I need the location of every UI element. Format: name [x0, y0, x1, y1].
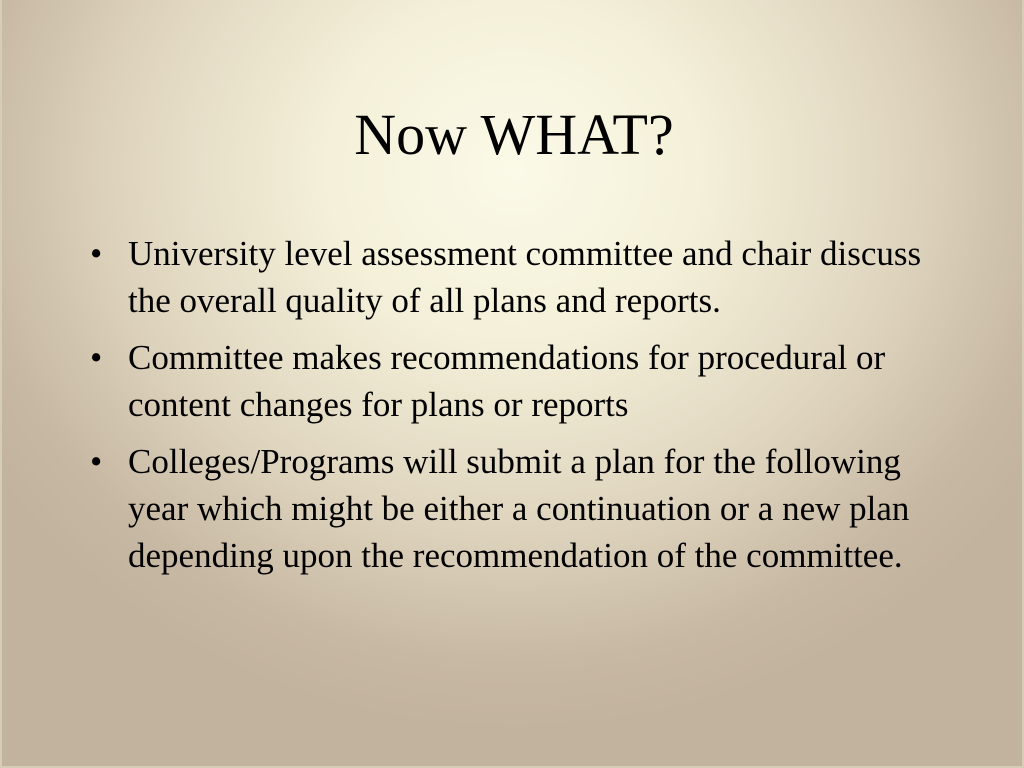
bullet-text: University level assessment committee and chair discuss the overall quality of all plans and reports. [128, 234, 922, 320]
bullet-text: Colleges/Programs will submit a plan for the following year which might be either a continuation or a new plan depending upon the recommendation of the committee. [128, 442, 910, 575]
bullet-item [2, 230, 928, 324]
slide-title: Now WHAT? [354, 102, 674, 167]
bullet-marker-icon: • [90, 442, 103, 481]
bullet-marker-icon: • [90, 234, 103, 273]
bullet-marker-icon: • [90, 338, 103, 377]
bullet-list [2, 230, 1024, 589]
bullet-text: Committee makes recommendations for procedural or content changes for plans or reports [128, 338, 886, 424]
bullet-item [2, 438, 928, 579]
bullet-item [2, 334, 928, 428]
